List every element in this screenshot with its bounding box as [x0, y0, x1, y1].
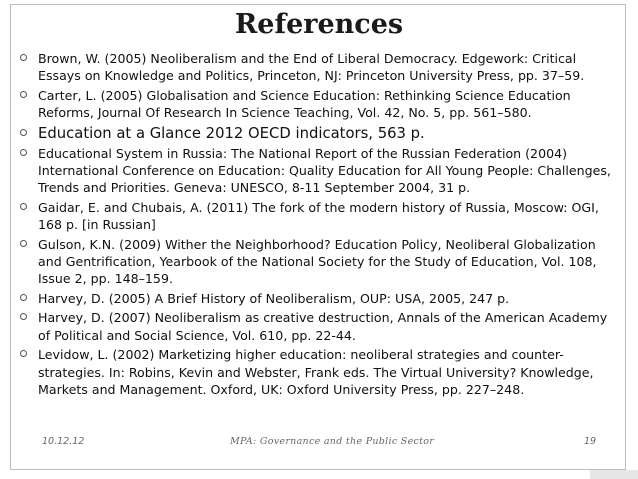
reference-text: Education at a Glance 2012 OECD indicators, 563 p.	[38, 124, 425, 142]
bullet-icon	[20, 54, 27, 61]
bullet-icon	[20, 203, 27, 210]
bullet-icon	[20, 294, 27, 301]
reference-text: Gulson, K.N. (2009) Wither the Neighborhood? Education Policy, Neoliberal Globalization and Gentrification, Yearbook of the National Society for the Study of Education, Vol. 108, Issue 2, pp. 148–159.	[38, 236, 597, 287]
bullet-icon	[20, 350, 27, 357]
bullet-icon	[20, 129, 27, 136]
reference-item	[20, 309, 620, 344]
reference-text: Harvey, D. (2005) A Brief History of Neoliberalism, OUP: USA, 2005, 247 p.	[38, 290, 510, 306]
reference-item	[20, 346, 620, 398]
footer-date: 10.12.12	[42, 436, 85, 447]
reference-text: Harvey, D. (2007) Neoliberalism as creative destruction, Annals of the American Academy of Political and Social Science, Vol. 610, pp. 22-44.	[38, 310, 608, 343]
reference-item	[20, 236, 620, 288]
page-number: 19	[584, 436, 597, 447]
reference-item	[20, 145, 620, 197]
footer-course-title: MPA: Governance and the Public Sector	[230, 436, 435, 447]
reference-text: Gaidar, E. and Chubais, A. (2011) The fork of the modern history of Russia, Moscow: OGI, 168 p. [in Russian]	[38, 199, 599, 233]
bullet-icon	[20, 240, 27, 247]
reference-text: Brown, W. (2005) Neoliberalism and the End of Liberal Democracy. Edgework: Critical Essays on Knowledge and Politics, Princeton, NJ: Princeton University Press, pp. 37–59.	[38, 51, 585, 84]
bullet-icon	[20, 91, 27, 98]
slide-title: References	[234, 9, 404, 40]
reference-text: Carter, L. (2005) Globalisation and Science Education: Rethinking Science Education Reforms, Journal Of Research In Science Teaching, Vol. 42, No. 5, pp. 561–580.	[38, 87, 571, 121]
reference-list	[20, 50, 620, 400]
bullet-icon	[20, 149, 27, 156]
reference-text: Educational System in Russia: The National Report of the Russian Federation (2004) International Conference on Education: Quality Education for All Young People: Challenges, Trends and Priorities. Geneva: UNESCO, 8-11 September 2004, 31 p.	[38, 145, 611, 196]
reference-item	[20, 290, 620, 307]
reference-item	[20, 124, 620, 143]
corner-decoration	[590, 470, 638, 479]
reference-item	[20, 87, 620, 122]
reference-item	[20, 50, 620, 85]
reference-item	[20, 199, 620, 234]
bullet-icon	[20, 313, 27, 320]
reference-text: Levidow, L. (2002) Marketizing higher education: neoliberal strategies and counter-strategies. In: Robins, Kevin and Webster, Frank eds. The Virtual University? Knowledge, Markets and Management. Oxford, UK: Oxford University Press, pp. 227–248.	[38, 347, 594, 397]
